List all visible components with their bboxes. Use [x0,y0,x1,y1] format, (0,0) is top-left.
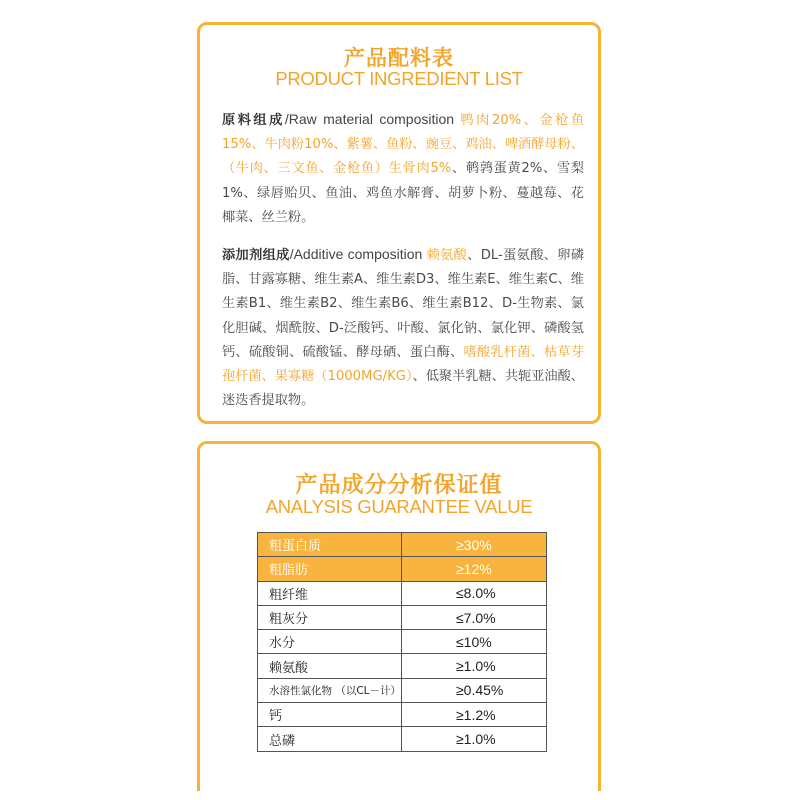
nutrient-name: 钙 [258,703,402,727]
analysis-table [257,532,547,752]
raw-material-highlight: 鸭肉20%、金枪鱼15%、牛肉粉10%、紫薯、鱼粉、豌豆、鸡油、啤酒酵母粉、（牛肉、三文鱼、金枪鱼）生骨肉5% [222,113,585,177]
nutrient-name: 粗纤维 [258,581,402,605]
nutrient-name: 赖氨酸 [258,654,402,678]
table-row [258,727,547,751]
additive-paragraph [222,242,584,413]
nutrient-value: ≥1.0% [402,727,547,751]
table-row [258,654,547,678]
ingredient-title-en: PRODUCT INGREDIENT LIST [275,68,523,89]
nutrient-value: ≥0.45% [402,678,547,702]
nutrient-value: ≥1.2% [402,703,547,727]
nutrient-name: 水溶性氯化物 （以CL－计） [258,678,402,702]
table-row [258,581,547,605]
analysis-title-cn: 产品成分分析保证值 [295,473,503,498]
analysis-title-en: ANALYSIS GUARANTEE VALUE [265,496,533,517]
table-row [258,678,547,702]
nutrient-name: 水分 [258,630,402,654]
additive-lead-en: /Additive composition [289,246,427,262]
additive-highlight-2: 嗜酸乳杆菌、枯草芽孢杆菌、果寡糖（1000MG/KG） [222,344,584,385]
nutrient-value: ≤10% [402,630,547,654]
nutrient-name: 总磷 [258,727,402,751]
nutrient-value: ≥12% [402,557,547,581]
analysis-card [197,441,601,791]
nutrient-name: 粗蛋白质 [258,533,402,557]
additive-mid: 、DL-蛋氨酸、卵磷脂、甘露寡糖、维生素A、维生素D3、维生素E、维生素C、维生素B1、维生素B2、维生素B6、维生素B12、D-生物素、氯化胆碱、烟酰胺、D-泛酸钙、叶酸、氯化钠、氯化钾、磷酸氢钙、硫酸铜、硫酸锰、酵母硒、蛋白酶、 [222,248,585,360]
nutrient-name: 粗脂肪 [258,557,402,581]
table-row [258,557,547,581]
table-row [258,533,547,557]
ingredient-title-cn: 产品配料表 [344,46,454,70]
raw-material-rest: 、鹌鹑蛋黄2%、雪梨1%、绿唇贻贝、鱼油、鸡鱼水解膏、胡萝卜粉、蔓越莓、花椰菜、丝兰粉。 [222,161,585,225]
nutrient-value: ≤7.0% [402,605,547,629]
nutrient-value: ≤8.0% [402,581,547,605]
nutrient-value: ≥30% [402,533,547,557]
raw-material-lead-cn: 原料组成 [222,113,285,128]
additive-highlight-1: 赖氨酸 [426,248,468,263]
table-row [258,703,547,727]
raw-material-paragraph [222,107,584,230]
raw-material-lead-en: /Raw material composition [284,111,461,127]
nutrient-name: 粗灰分 [258,605,402,629]
nutrient-value: ≥1.0% [402,654,547,678]
ingredient-list-card [197,22,601,424]
table-row [258,630,547,654]
additive-lead-cn: 添加剂组成 [222,248,290,263]
table-row [258,605,547,629]
additive-rest: 、低聚半乳糖、共轭亚油酸、迷迭香提取物。 [222,369,584,409]
